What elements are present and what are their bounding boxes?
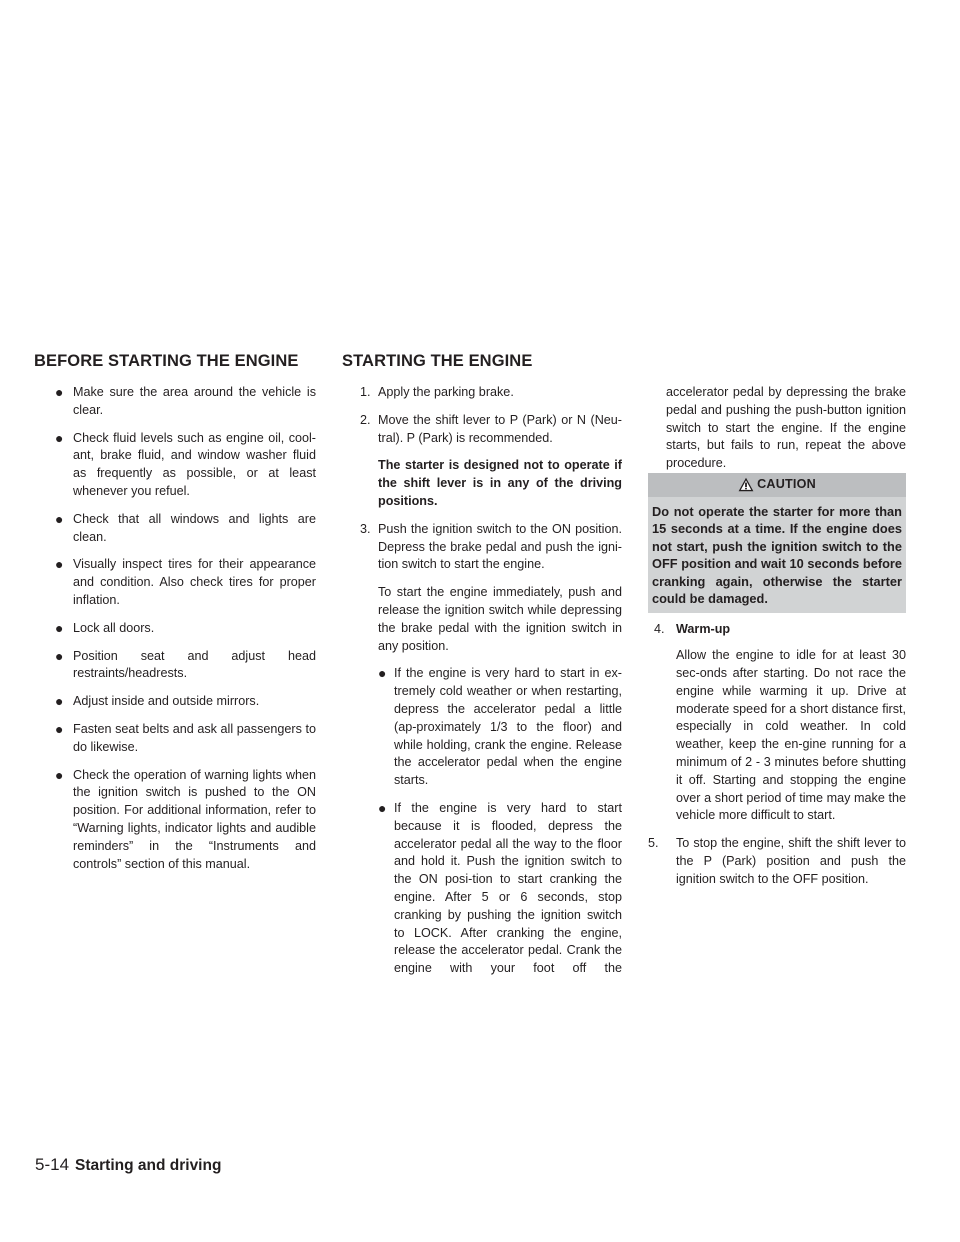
step-4-title: Warm-up bbox=[676, 622, 731, 637]
bullet-icon: ● bbox=[55, 619, 64, 636]
step-3-bullet-continuation: accelerator pedal by depressing the brake pedal and pushing the push-button ignition switch to start the engine. If the engine starts, but fails to run, repeat the above procedure. bbox=[666, 385, 906, 471]
bullet-icon: ● bbox=[55, 766, 64, 783]
step-number: 5. bbox=[648, 836, 659, 851]
list-item: ● Check fluid levels such as engine oil, cool-ant, brake fluid, and window washer fluid as frequently as possible, or at least whenever you refuel. bbox=[55, 429, 316, 498]
list-item: ● If the engine is very hard to start because it is flooded, depress the accelerator pedal all the way to the floor and hold it. Push the ignition switch to the ON posi-tion to start cranking the engine. After 5 or 6 seconds, stop cranking by pushing the ignition switch to LOCK. After cranking the engine, release the accelerator pedal. Crank the engine with your foot off the bbox=[378, 799, 622, 976]
list-item: ● Check that all windows and lights are clean. bbox=[55, 510, 316, 544]
column-starting-steps bbox=[360, 384, 622, 988]
bullet-icon: ● bbox=[55, 384, 64, 400]
column-starting-continued bbox=[648, 384, 906, 889]
list-item: ● Adjust inside and outside mirrors. bbox=[55, 693, 260, 710]
caution-box bbox=[648, 473, 906, 613]
checklist bbox=[55, 384, 316, 873]
bullet-icon: ● bbox=[55, 647, 64, 664]
bullet-icon: ● bbox=[55, 720, 64, 737]
page-footer bbox=[35, 1155, 221, 1175]
step-1: 1. Apply the parking brake. bbox=[360, 384, 622, 402]
column-before-starting bbox=[55, 384, 316, 883]
bullet-icon: ● bbox=[55, 429, 64, 446]
list-item: ● Fasten seat belts and ask all passengers to do likewise. bbox=[55, 720, 316, 754]
step-5: 5. To stop the engine, shift the shift lever to the P (Park) position and push the ignition switch to the OFF position. bbox=[648, 836, 906, 886]
heading-starting-engine: STARTING THE ENGINE bbox=[342, 352, 533, 370]
step-3-bullets bbox=[378, 665, 622, 978]
list-item: ● Visually inspect tires for their appearance and condition. Also check tires for proper inflation. bbox=[55, 556, 316, 607]
list-item: ● Lock all doors. bbox=[55, 619, 155, 636]
list-item: ● If the engine is very hard to start in ex-tremely cold weather or when restarting, depress the accelerator pedal a little (ap-proximately 1/3 to the floor) and while holding, crank the engine. Release the accelerator pedal when the engine starts. bbox=[378, 665, 622, 788]
caution-text: Do not operate the starter for more than 15 seconds at a time. If the engine does not start, push the ignition switch to the OFF position and wait 10 seconds before cranking again, otherwise the starter could be damaged. bbox=[652, 503, 902, 607]
bullet-icon: ● bbox=[378, 665, 387, 682]
step-2: 2. Move the shift lever to P (Park) or N (Neu-tral). P (Park) is recommended. The starter is designed not to operate if the shift lever is in any of the driving positions. bbox=[360, 412, 622, 511]
caution-title: CAUTION bbox=[757, 477, 816, 492]
bullet-icon: ● bbox=[55, 510, 64, 527]
step-number: 1. bbox=[360, 385, 371, 399]
section-name: Starting and driving bbox=[75, 1157, 222, 1174]
step-list bbox=[360, 384, 622, 978]
step-3: 3. Push the ignition switch to the ON position. Depress the brake pedal and push the igni-tion switch to start the engine. To start the engine immediately, push and release the ignition switch while depressing the brake pedal with the ignition switch in any position. ● If the engine is very hard to start in ex-tremely cold weather or when restarting, depress the accelerator pedal a little (ap-proximately 1/3 to the floor) and while holding, crank the engine. Release the accelerator pedal when the engine starts. ● If the engine is very hard to start because it is flooded, depress the accelerator pedal all the way to the floor and hold it. Push the ignition switch to the ON posi-tion to start cranking the engine. After 5 or 6 seconds, stop cranking by pushing the ignition switch to LOCK. After cranking the engine, release the accelerator pedal. Crank the engine with your foot off the bbox=[360, 521, 622, 978]
step-number: 3. bbox=[360, 521, 371, 536]
list-item: ● Make sure the area around the vehicle is clear. bbox=[55, 384, 316, 417]
bullet-icon: ● bbox=[55, 693, 64, 710]
bullet-icon: ● bbox=[378, 799, 387, 816]
step-4: 4. Warm-up Allow the engine to idle for at least 30 sec-onds after starting. Do not race the engine while warming it up. Drive at moderate speed for a short distance first, especially in cold weather. In cold weather, keep the en-gine running for a minimum of 2 - 3 minutes before shutting it off. Starting and stopping the engine over a short period of time may make the vehicle more difficult to start. bbox=[654, 622, 906, 823]
caution-header bbox=[648, 473, 906, 497]
bullet-icon: ● bbox=[55, 556, 64, 573]
step-number: 4. bbox=[654, 622, 665, 637]
list-item: ● Check the operation of warning lights when the ignition switch is pushed to the ON position. For additional information, refer to “Warning lights, indicator lights and audible reminders” in the “Instruments and controls” section of this manual. bbox=[55, 766, 316, 871]
page-number: 5-14 bbox=[35, 1155, 70, 1174]
step-3-note: To start the engine immediately, push and release the ignition switch while depressing the brake pedal with the ignition switch in any position. bbox=[378, 585, 622, 653]
step-number: 2. bbox=[360, 412, 371, 427]
heading-before-starting: BEFORE STARTING THE ENGINE bbox=[34, 352, 299, 370]
warning-triangle-icon bbox=[738, 477, 754, 492]
list-item: ● Position seat and adjust head restraints/headrests. bbox=[55, 647, 316, 681]
step-2-note: The starter is designed not to operate if the shift lever is in any of the driving positions. bbox=[378, 458, 622, 508]
